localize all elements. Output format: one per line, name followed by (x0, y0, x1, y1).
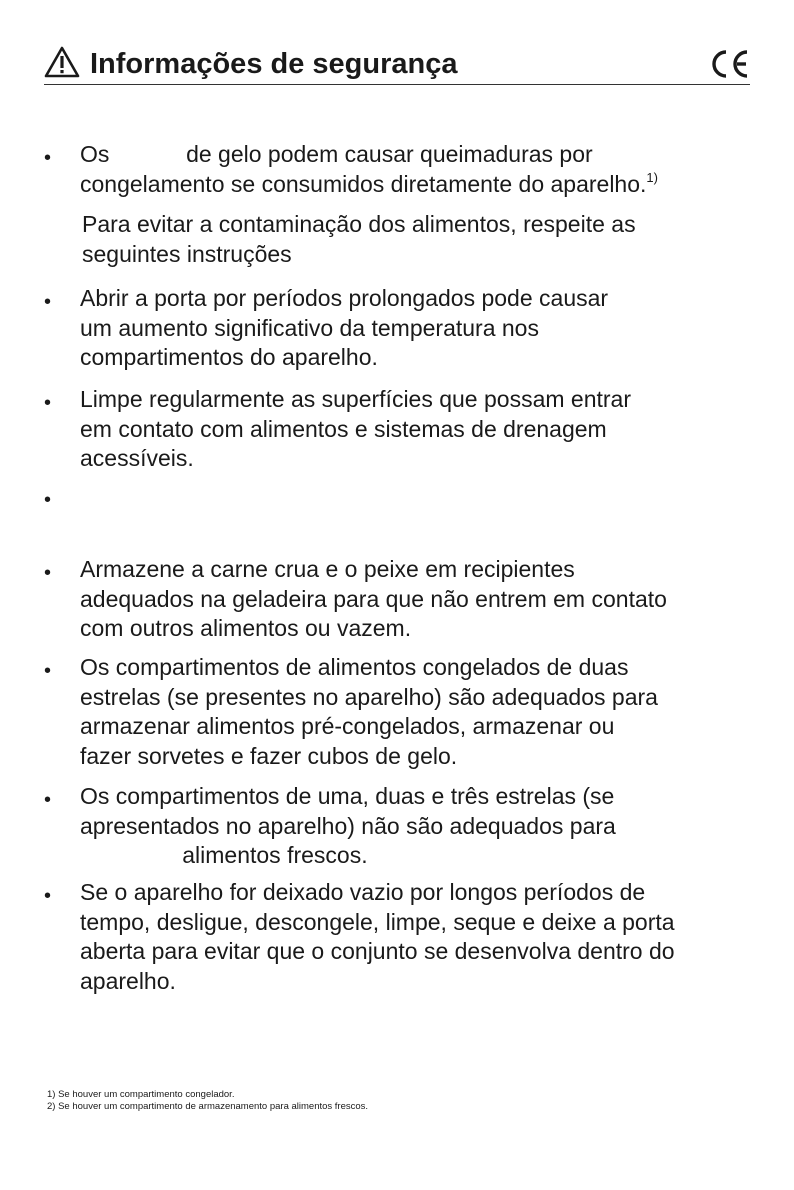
footnotes (47, 1089, 368, 1113)
page-header (44, 44, 750, 85)
list-bullet: • (44, 660, 52, 682)
item-line: tempo, desligue, descongele, limpe, seque e deixe a porta (80, 908, 675, 935)
item-line: em contato com alimentos e sistemas de drenagem (80, 415, 607, 442)
safety-item-raw-meat (80, 555, 760, 644)
item-line: compartimentos do aparelho. (80, 344, 378, 370)
item-line: Limpe regularmente as superfícies que possam entrar (80, 386, 632, 412)
item-line: congelamento se consumidos diretamente do aparelho. (80, 170, 647, 197)
item-line: com outros alimentos ou vazem. (80, 615, 412, 641)
footnote-2: 2) Se houver um compartimento de armazenamento para alimentos frescos. (47, 1101, 369, 1112)
item-line: estrelas (se presentes no aparelho) são adequados para (80, 683, 658, 710)
item-line: apresentados no aparelho) não são adequados para (80, 812, 616, 839)
item-line: aparelho. (80, 967, 176, 994)
item-line: Armazene a carne crua e o peixe em recipientes (80, 556, 575, 582)
warning-icon (44, 46, 80, 78)
safety-item-star-compartments (80, 782, 760, 871)
item-line: Para evitar a contaminação dos alimentos, respeite as (82, 211, 636, 237)
safety-item-clean-surfaces (80, 385, 760, 474)
list-bullet: • (44, 789, 52, 811)
item-line: armazenar alimentos pré-congelados, armazenar ou (80, 713, 615, 739)
item-line: adequados na geladeira para que não entrem em contato (80, 585, 667, 612)
footnote-ref: 1) (646, 169, 658, 185)
list-bullet: • (44, 147, 52, 169)
item-line: Os de gelo podem causar queimaduras por (80, 141, 593, 167)
item-line: aberta para evitar que o conjunto se desenvolva dentro do (80, 938, 675, 964)
item-line: Abrir a porta por períodos prolongados pode causar (80, 285, 609, 311)
item-line: um aumento significativo da temperatura nos (80, 314, 539, 341)
item-line: alimentos frescos. (80, 842, 368, 868)
list-bullet: • (44, 489, 52, 511)
ce-mark-icon (710, 49, 750, 79)
safety-item-empty-appliance (80, 878, 760, 996)
list-bullet: • (44, 885, 52, 907)
item-line: Os compartimentos de alimentos congelados de duas (80, 654, 629, 680)
list-bullet: • (44, 291, 52, 313)
item-line: fazer sorvetes e fazer cubos de gelo. (80, 742, 458, 769)
item-line: seguintes instruções (82, 240, 292, 267)
safety-item-ice-burns (80, 140, 760, 199)
item-line: acessíveis. (80, 445, 194, 471)
safety-item-door-open (80, 284, 760, 373)
footnote-1: 1) Se houver um compartimento congelador. (47, 1089, 235, 1100)
item-line: Se o aparelho for deixado vazio por longos períodos de (80, 879, 646, 905)
list-bullet: • (44, 392, 52, 414)
list-bullet: • (44, 562, 52, 584)
safety-intro-contamination (82, 210, 762, 269)
safety-item-two-star (80, 653, 760, 771)
page-title: Informações de segurança (90, 48, 458, 80)
item-line: Os compartimentos de uma, duas e três estrelas (se (80, 783, 615, 809)
